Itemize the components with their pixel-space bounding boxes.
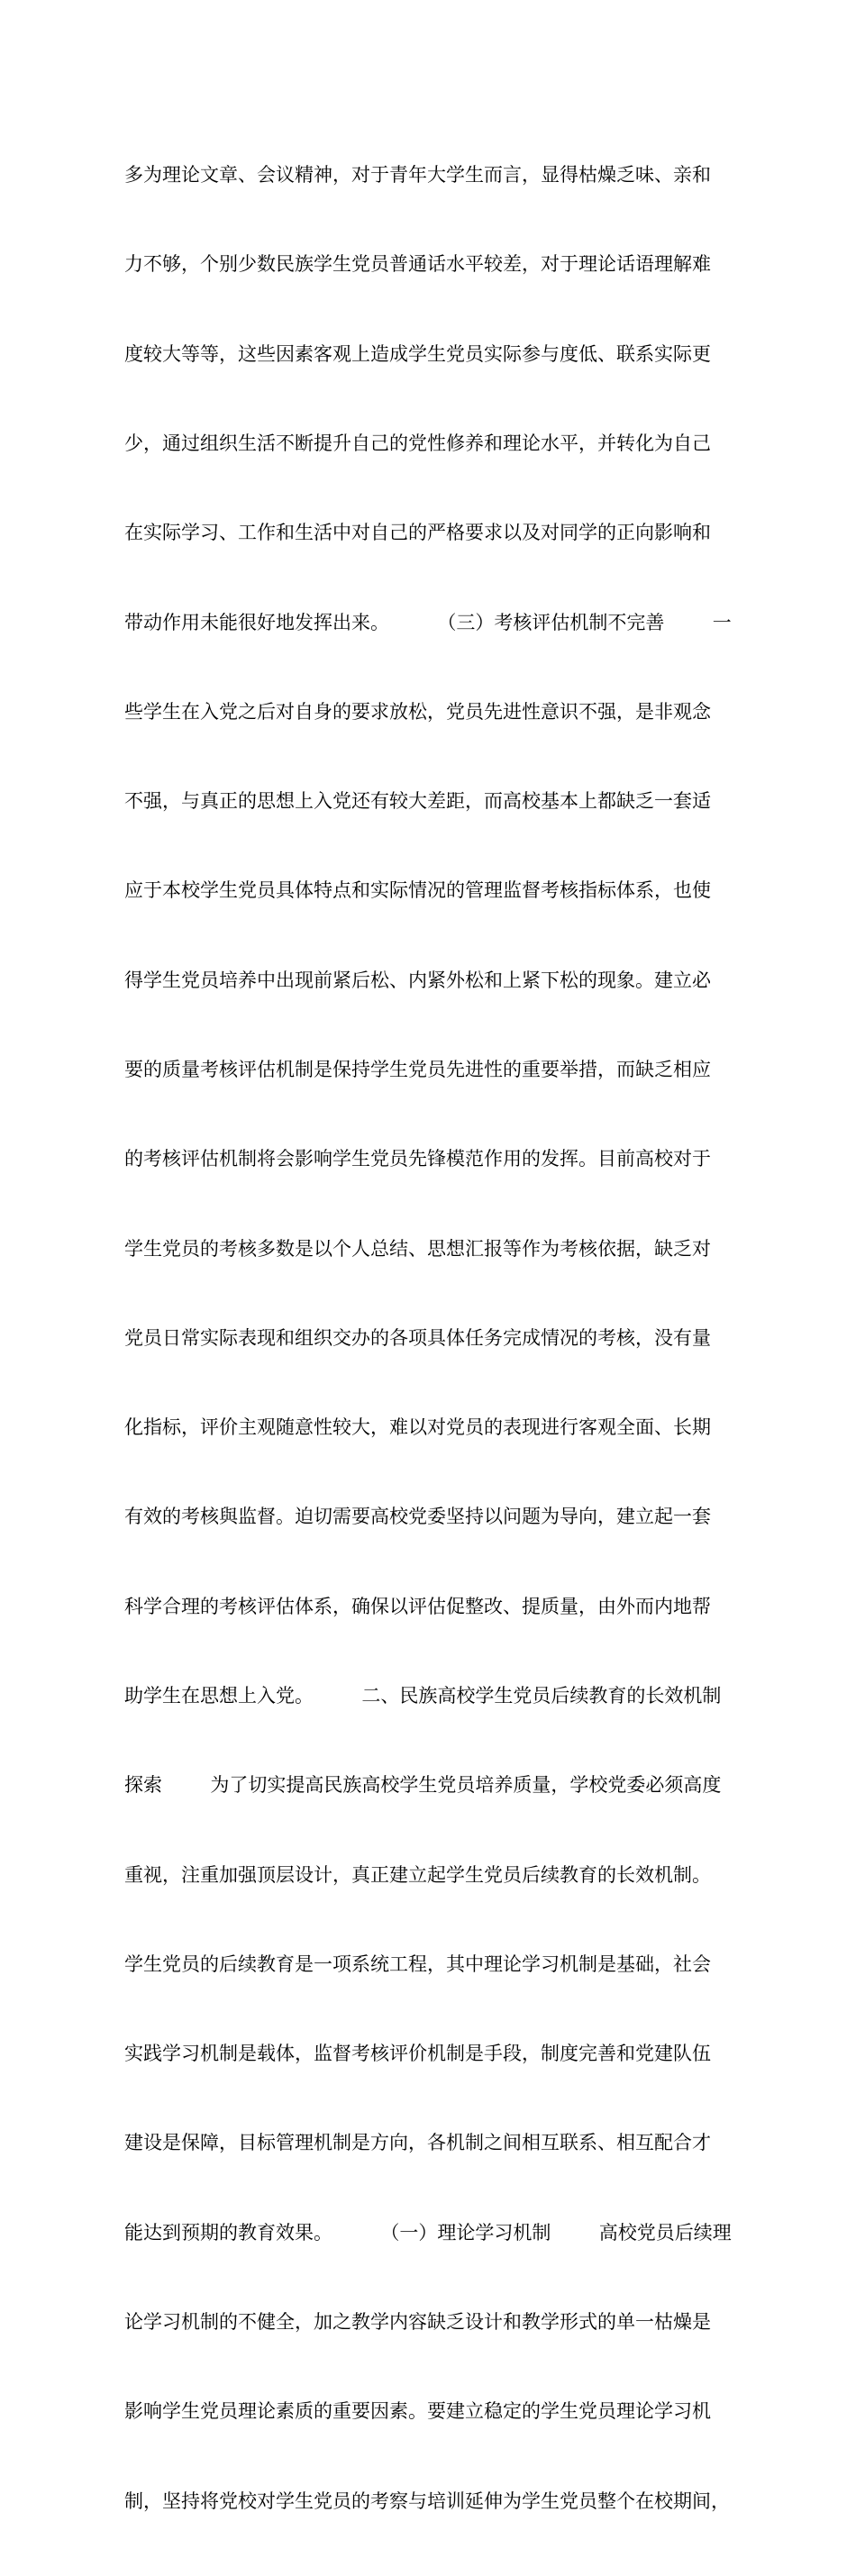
text-line: 制，坚持将党校对学生党员的考察与培训延伸为学生党员整个在校期间，	[124, 2490, 730, 2512]
text-line: 些学生在入党之后对自身的要求放松，党员先进性意识不强，是非观念	[124, 700, 711, 723]
text-line: 要的质量考核评估机制是保持学生党员先进性的重要举措，而缺乏相应	[124, 1059, 711, 1080]
text-line: 得学生党员培养中出现前紧后松、内紧外松和上紧下松的现象。建立必	[124, 969, 711, 991]
text-line: 党员日常实际表现和组织交办的各项具体任务完成情况的考核，没有量	[124, 1326, 711, 1349]
text-line: 应于本校学生党员具体特点和实际情况的管理监督考核指标体系，也使	[124, 879, 711, 902]
text-line: 有效的考核與监督。迫切需要高校党委坚持以问题为导向，建立起一套	[124, 1506, 711, 1528]
text-line: 论学习机制的不健全，加之教学内容缺乏设计和教学形式的单一枯燥是	[124, 2310, 711, 2333]
text-line: 建设是保障，目标管理机制是方向，各机制之间相互联系、相互配合才	[124, 2132, 711, 2154]
body-text	[124, 101, 746, 2576]
text-line: 科学合理的考核评估体系，确保以评估促整改、提质量，由外而内地帮	[124, 1595, 711, 1617]
text-line: 影响学生党员理论素质的重要因素。要建立稳定的学生党员理论学习机	[124, 2400, 711, 2423]
text-line: 少，通过组织生活不断提升自己的党性修养和理论水平，并转化为自己	[124, 432, 711, 455]
text-line: 学生党员的考核多数是以个人总结、思想汇报等作为考核依据，缺乏对	[124, 1237, 711, 1260]
text-line: 力不够，个别少数民族学生党员普通话水平较差，对于理论话语理解难	[124, 253, 711, 276]
text-line: 多为理论文章、会议精神，对于青年大学生而言，显得枯燥乏味、亲和	[124, 164, 711, 187]
text-line: 带动作用未能很好地发挥出来。 （三）考核评估机制不完善 一	[124, 611, 732, 633]
text-line: 化指标，评价主观随意性较大，难以对党员的表现进行客观全面、长期	[124, 1416, 711, 1439]
text-line: 实践学习机制是载体，监督考核评价机制是手段，制度完善和党建队伍	[124, 2043, 711, 2065]
text-line: 学生党员的后续教育是一项系统工程，其中理论学习机制是基础，社会	[124, 1952, 711, 1975]
text-line: 能达到预期的教育效果。 （一）理论学习机制 高校党员后续理	[124, 2221, 732, 2244]
text-line: 重视，注重加强顶层设计，真正建立起学生党员后续教育的长效机制。	[124, 1863, 711, 1886]
text-line: 的考核评估机制将会影响学生党员先锋模范作用的发挥。目前高校对于	[124, 1148, 711, 1170]
text-line: 探索 为了切实提高民族高校学生党员培养质量，学校党委必须高度	[124, 1774, 722, 1797]
text-line: 助学生在思想上入党。 二、民族高校学生党员后续教育的长效机制	[124, 1684, 722, 1707]
text-line: 度较大等等，这些因素客观上造成学生党员实际参与度低、联系实际更	[124, 342, 711, 365]
text-line: 不强，与真正的思想上入党还有较大差距，而高校基本上都缺乏一套适	[124, 790, 711, 813]
text-line: 在实际学习、工作和生活中对自己的严格要求以及对同学的正向影响和	[124, 522, 711, 544]
